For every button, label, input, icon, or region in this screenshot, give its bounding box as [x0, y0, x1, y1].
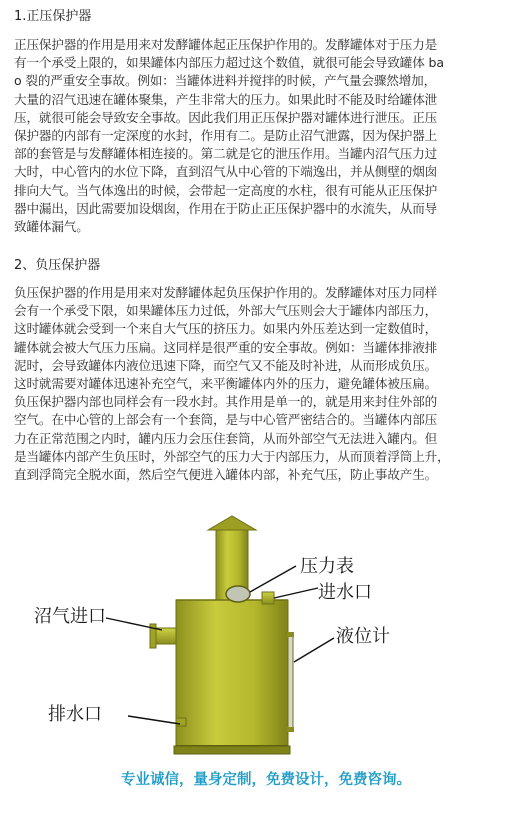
paragraph-line: 这时就需要对罐体迅速补充空气，来平衡罐体内外的压力，避免罐体被压扁。 — [14, 376, 438, 392]
drain-pipe — [176, 718, 186, 726]
paragraph-line: 是当罐体内部产生负压时，外部空气的压力大于内部压力，从而顶着浮筒上升， — [14, 448, 450, 464]
label-biogas-inlet: 沼气进口 — [34, 606, 106, 627]
paragraph-line: o 裂的严重安全事故。例如：当罐体进料并搅拌的时候，产气量会骤然增加， — [14, 73, 437, 89]
paragraph-line: 泥时，会导致罐体内液位迅速下降，而空气又不能及时补进，从而形成负压。 — [14, 357, 438, 373]
paragraph-line: 这时罐体就会受到一个来自大气压的挤压力。如果内外压差达到一定数值时， — [14, 321, 438, 337]
label-drain: 排水口 — [48, 704, 102, 725]
paragraph-line: 力在正常范围之内时，罐内压力会压住套筒，从而外部空气无法进入罐内。但 — [14, 430, 438, 446]
section-2-paragraph — [14, 284, 518, 484]
paragraph-line: 排向大气。当气体逸出的时候，会带起一定高度的水柱，很有可能从正压保护 — [14, 182, 438, 198]
chimney-cap — [208, 516, 256, 530]
pressure-gauge-icon — [226, 586, 250, 602]
protector-diagram — [0, 512, 532, 774]
paragraph-line: 空气。在中心管的上部会有一个套筒，是与中心管严密结合的。当罐体内部压 — [14, 412, 438, 428]
section-1-paragraph — [14, 36, 518, 236]
biogas-inlet-pipe — [154, 628, 176, 644]
paragraph-line: 压，就很可能会导致安全事故。因此我们用正压保护器对罐体进行泄压。正压 — [14, 109, 438, 125]
section-2-heading: 2、负压保护器 — [14, 258, 101, 273]
label-level-gauge: 液位计 — [336, 626, 390, 647]
label-water-inlet: 进水口 — [318, 582, 372, 603]
paragraph-line: 负压保护器内部也同样会有一段水封。其作用是单一的，就是用来封住外部的 — [14, 394, 438, 410]
section-1-heading: 1.正压保护器 — [14, 9, 92, 24]
paragraph-line: 有一个承受上限的，如果罐体内部压力超过这个数值，就很可能会导致罐体 ba — [14, 55, 444, 71]
slogan: 专业诚信，量身定制，免费设计，免费咨询。 — [121, 772, 411, 788]
water-inlet-pipe — [262, 592, 274, 604]
paragraph-line: 保护器的内部有一定深度的水封，作用有二。是防止沼气泄露，因为保护器上 — [14, 128, 438, 144]
paragraph-line: 大量的沼气迅速在罐体聚集，产生非常大的压力。如果此时不能及时给罐体泄 — [14, 91, 438, 107]
paragraph-line: 大时，中心管内的水位下降，直到沼气从中心管的下端逸出，并从侧壁的烟囱 — [14, 164, 438, 180]
paragraph-line: 罐体就会被大气压力压扁。这同样是很严重的安全事故。例如：当罐体排液排 — [14, 339, 438, 355]
label-pressure-gauge: 压力表 — [300, 556, 354, 577]
paragraph-line: 会有一个承受下限，如果罐体压力过低，外部大气压则会大于罐体内部压力， — [14, 303, 438, 319]
paragraph-line: 部的套管是与发酵罐体相连接的。第二就是它的泄压作用。当罐内沼气压力过 — [14, 146, 438, 162]
paragraph-line: 负压保护器的作用是用来对发酵罐体起负压保护作用的。发酵罐体对压力同样 — [14, 285, 438, 300]
paragraph-line: 直到浮筒完全脱水面，然后空气便进入罐体内部，补充气压，防止事故产生。 — [14, 467, 438, 483]
paragraph-line: 致罐体漏气。 — [14, 219, 89, 235]
tank-base — [174, 746, 290, 754]
paragraph-line: 器中漏出，因此需要加设烟囱，作用在于防止正压保护器中的水流失，从而导 — [14, 200, 438, 216]
tank-body — [176, 600, 288, 746]
level-gauge-tube — [288, 634, 293, 730]
paragraph-line: 正压保护器的作用是用来对发酵罐体起正压保护作用的。发酵罐体对于压力是 — [14, 37, 438, 52]
